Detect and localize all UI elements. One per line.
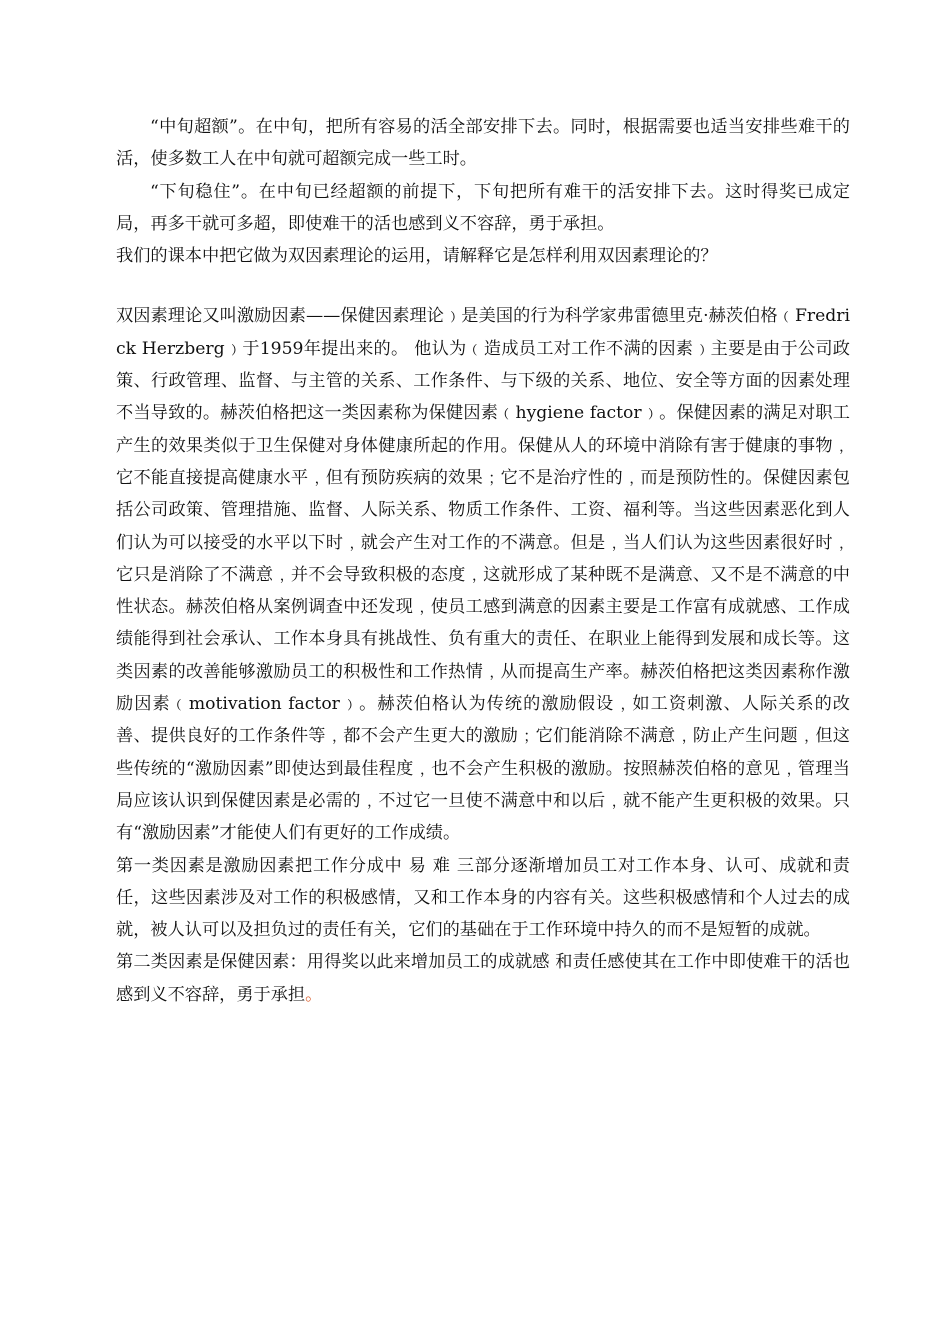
- trailing-period-mark: 。: [305, 984, 323, 1005]
- question-paragraph: 我们的课本中把它做为双因素理论的运用，请解释它是怎样利用双因素理论的？: [116, 246, 718, 267]
- paragraph-spacer: [116, 272, 850, 300]
- paragraph-motivation-factors: 第一类因素是激励因素把工作分成中 易 难 三部分逐渐增加员工对工作本身、认可、成就和责任，这些因素涉及对工作的积极感情，又和工作本身的内容有关。这些积极感情和个人过去的成就，被人认可以及担负过的责任有关，它们的基础在于工作环境中持久的而不是短暂的成就。: [116, 855, 850, 941]
- paragraph-late-month: “下旬稳住”。在中旬已经超额的前提下，下旬把所有难干的活安排下去。这时得奖已成定局，再多干就可多超，即使难干的活也感到义不容辞，勇于承担。: [116, 181, 850, 234]
- hygiene-factors-text: 第二类因素是保健因素：用得奖以此来增加员工的成就感 和责任感使其在工作中即使难干的活也感到义不容辞，勇于承担: [116, 952, 850, 1005]
- paragraph-mid-month: “中旬超额”。在中旬，把所有容易的活全部安排下去。同时，根据需要也适当安排些难干的活，使多数工人在中旬就可超额完成一些工时。: [116, 117, 850, 170]
- paragraph-two-factor-theory: 双因素理论又叫激励因素——保健因素理论﹚是美国的行为科学家弗雷德里克·赫茨伯格﹙Fredrick Herzberg﹚于1959年提出来的。 他认为﹙造成员工对工作不满的因素﹚主要是由于公司政策、行政管理、监督、与主管的关系、工作条件、与下级的关系、地位、安全等方面的因素处理不当导致的。赫茨伯格把这一类因素称为保健因素﹙hygiene factor﹚。保健因素的满足对职工产生的效果类似于卫生保健对身体健康所起的作用。保健从人的环境中消除有害于健康的事物﹐它不能直接提高健康水平﹐但有预防疾病的效果﹔它不是治疗性的﹐而是预防性的。保健因素包括公司政策、管理措施、监督、人际关系、物质工作条件、工资、福利等。当这些因素恶化到人们认为可以接受的水平以下时﹐就会产生对工作的不满意。但是﹐当人们认为这些因素很好时﹐它只是消除了不满意﹐并不会导致积极的态度﹐这就形成了某种既不是满意、又不是不满意的中性状态。赫茨伯格从案例调查中还发现﹐使员工感到满意的因素主要是工作富有成就感、工作成绩能得到社会承认、工作本身具有挑战性、负有重大的责任、在职业上能得到发展和成长等。这类因素的改善能够激励员工的积极性和工作热情﹐从而提高生产率。赫茨伯格把这类因素称作激励因素﹙motivation factor﹚。赫茨伯格认为传统的激励假设﹐如工资刺激、人际关系的改善、提供良好的工作条件等﹐都不会产生更大的激励﹔它们能消除不满意﹐防止产生问题﹐但这些传统的“激励因素”即使达到最佳程度﹐也不会产生积极的激励。按照赫茨伯格的意见﹐管理当局应该认识到保健因素是必需的﹐不过它一旦使不满意中和以后﹐就不能产生更积极的效果。只有“激励因素”才能使人们有更好的工作成绩。: [116, 306, 850, 844]
- paragraph-hygiene-factors: [116, 946, 850, 1011]
